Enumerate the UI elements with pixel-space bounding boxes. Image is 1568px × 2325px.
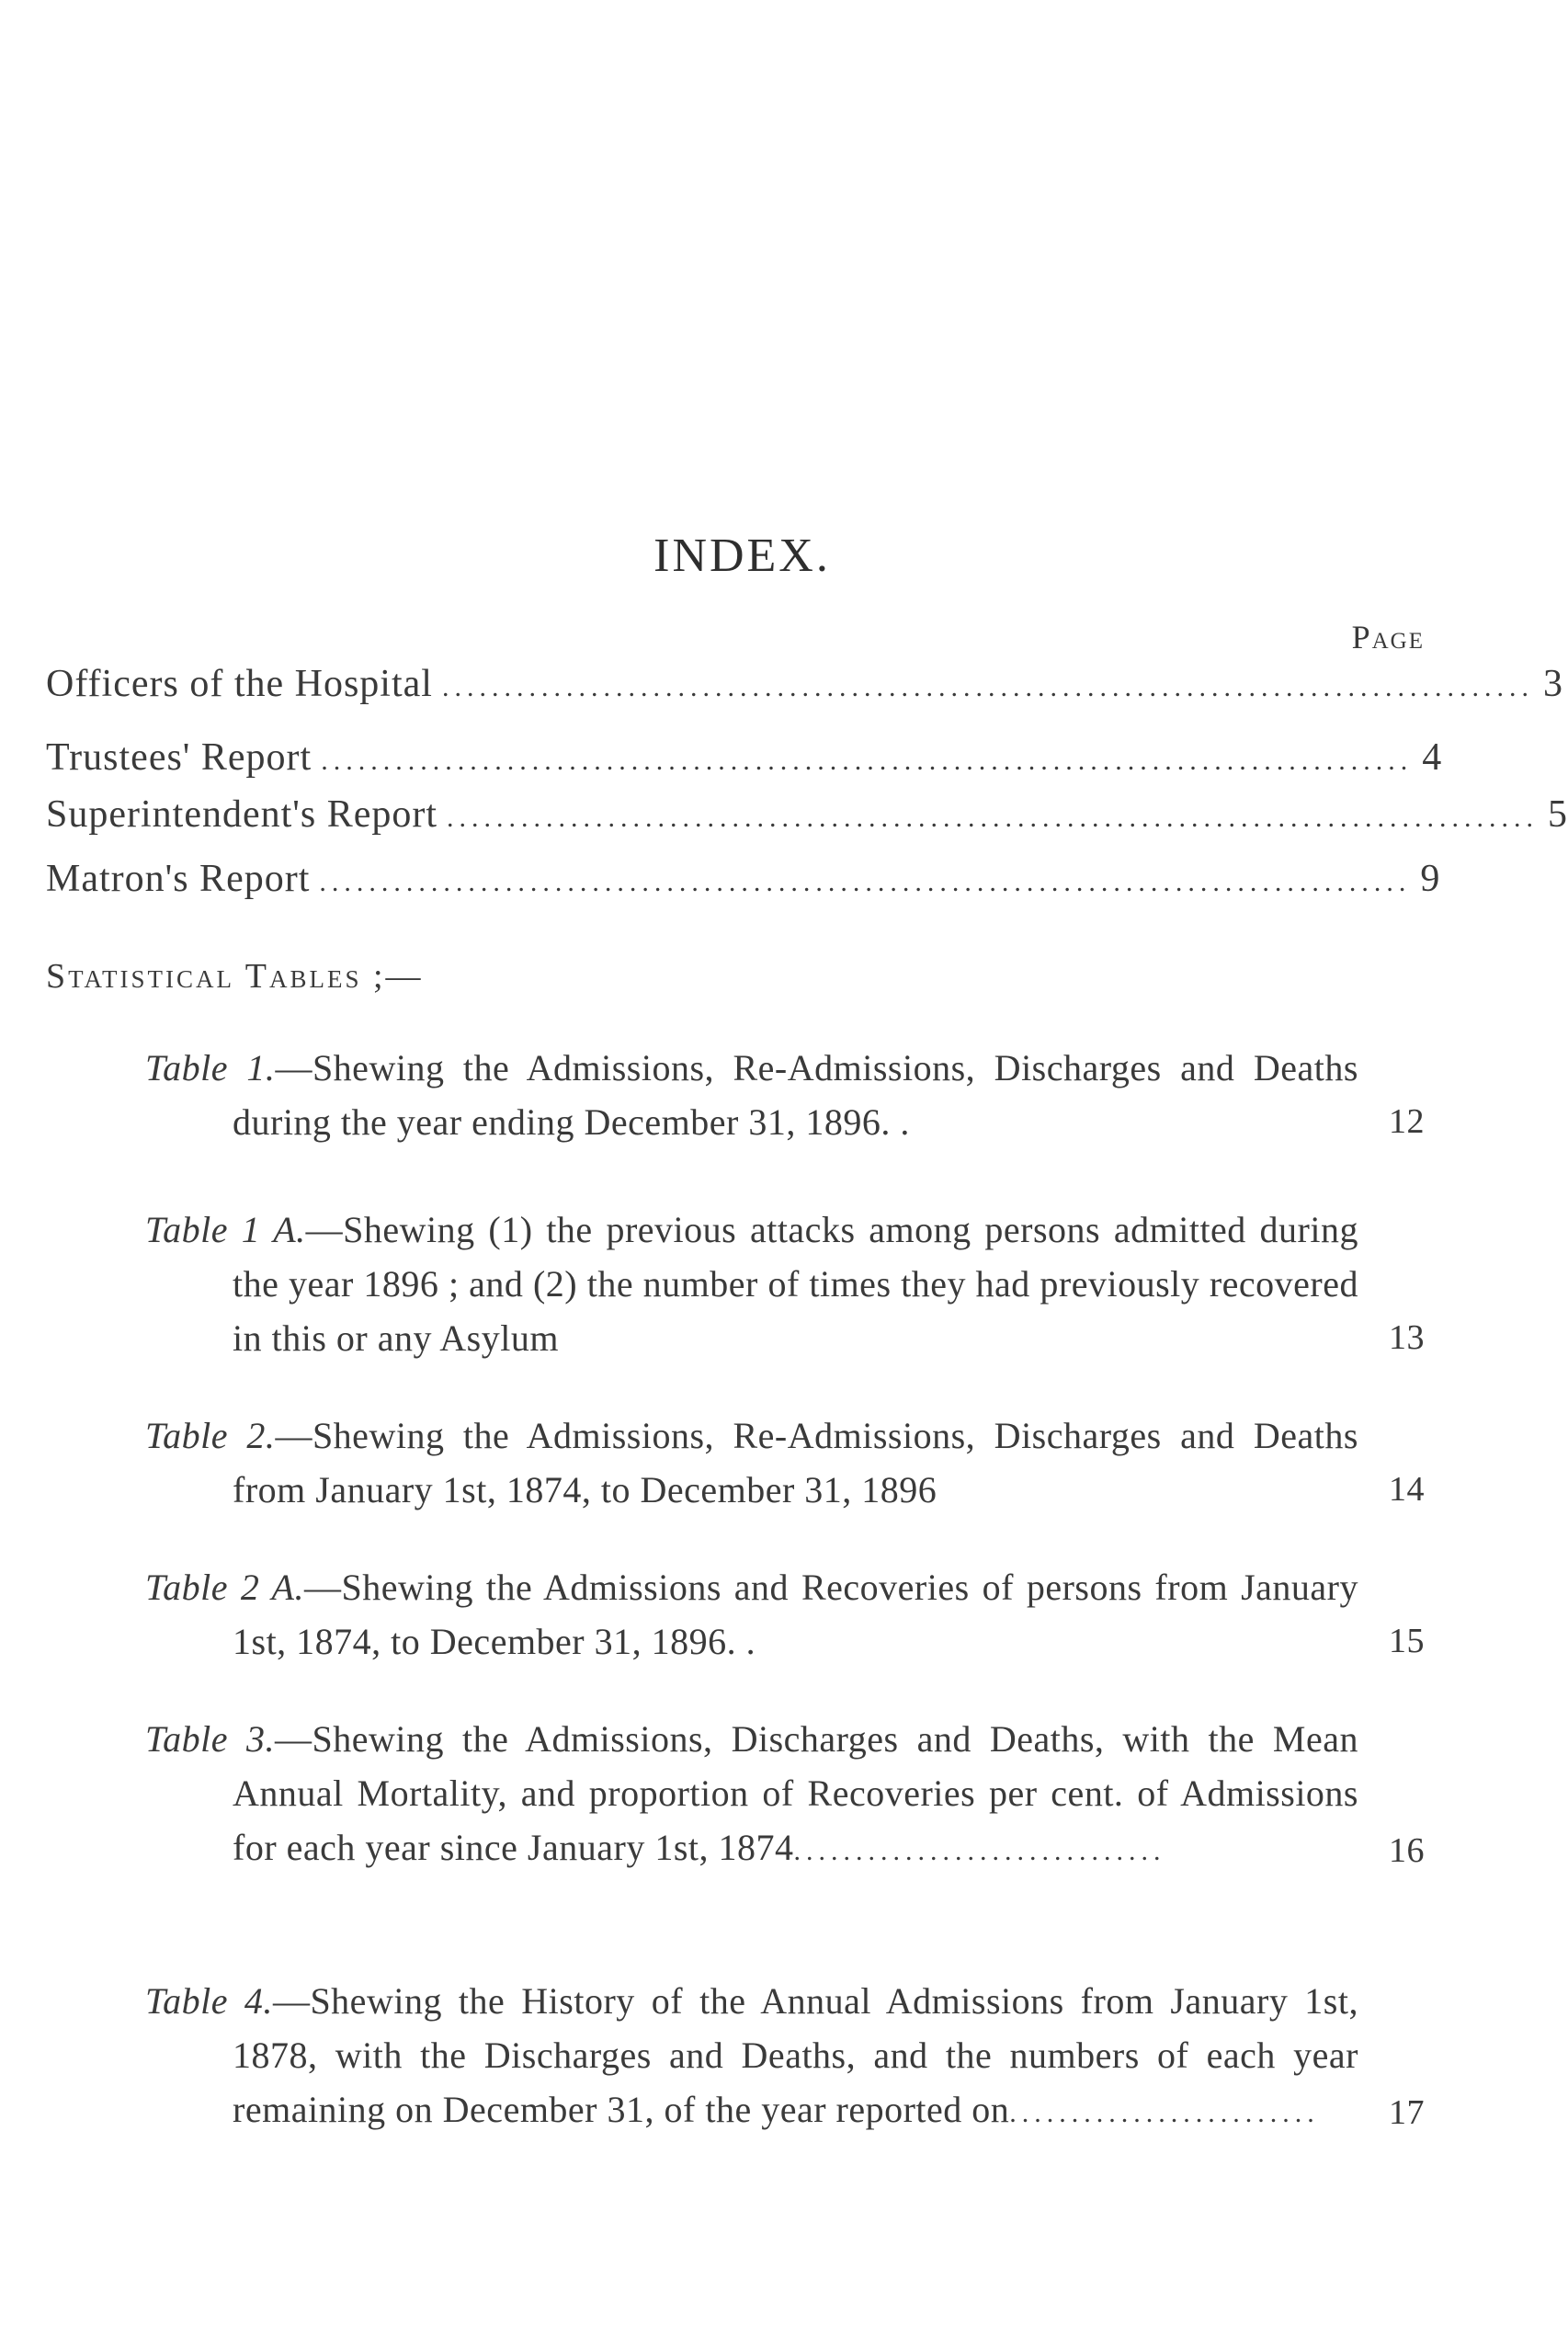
table-page: 17 bbox=[1389, 2093, 1425, 2132]
index-entry bbox=[46, 792, 1568, 844]
table-name: Table 2 A. bbox=[145, 1567, 304, 1608]
entry-label: Superintendent's Report bbox=[46, 793, 437, 836]
table-entry bbox=[145, 1560, 1425, 1669]
table-name: Table 4. bbox=[145, 1980, 273, 2022]
table-description: —Shewing the Admissions, Re-Admissions, Discharges and Deaths during the year ending December 31, 1896. . bbox=[233, 1047, 1358, 1143]
dot-leader: .............................. bbox=[793, 1836, 1166, 1866]
table-name: Table 3. bbox=[145, 1718, 275, 1760]
table-entry bbox=[145, 1712, 1425, 1878]
entry-page: 5 bbox=[1548, 793, 1568, 836]
table-name: Table 2. bbox=[145, 1415, 276, 1456]
table-entry bbox=[145, 1408, 1425, 1517]
table-description: —Shewing the Admissions and Recoveries of persons from January 1st, 1874, to December 31, 1896. . bbox=[233, 1567, 1358, 1662]
index-entry bbox=[46, 735, 1443, 787]
index-entry bbox=[46, 662, 1563, 713]
index-title: INDEX. bbox=[653, 530, 831, 582]
dot-leader: ........................................................................................ bbox=[319, 867, 1412, 897]
table-description: —Shewing (1) the previous attacks among persons admitted during the year 1896 ; and (2) the number of times they had previously recovered in this or any Asylum bbox=[233, 1209, 1358, 1359]
section-heading: Statistical Tables ;— bbox=[46, 957, 424, 996]
table-entry bbox=[145, 1041, 1425, 1149]
table-description: —Shewing the Admissions, Re-Admissions, Discharges and Deaths from January 1st, 1874, to December 31, 1896 bbox=[233, 1415, 1358, 1510]
entry-label: Officers of the Hospital bbox=[46, 663, 433, 705]
table-page: 15 bbox=[1389, 1622, 1425, 1660]
dot-leader: ........................................................................................ bbox=[441, 672, 1534, 702]
dot-leader: ........................................................................................ bbox=[447, 803, 1539, 833]
table-description: —Shewing the Admissions, Discharges and Deaths, with the Mean Annual Mortality, and proportion of Recoveries per cent. of Admissions for each year since January 1st, 1874 bbox=[233, 1718, 1358, 1868]
page-column-header: Page bbox=[1351, 619, 1425, 655]
dot-leader: ........................................................................................ bbox=[321, 746, 1414, 776]
table-description: —Shewing the History of the Annual Admissions from January 1st, 1878, with the Discharges and Deaths, and the numbers of each year remaining on December 31, of the year reported on bbox=[233, 1980, 1358, 2130]
table-entry bbox=[145, 1202, 1425, 1365]
entry-page: 9 bbox=[1420, 858, 1441, 900]
index-entry bbox=[46, 857, 1441, 908]
table-entry bbox=[145, 1974, 1425, 2140]
dot-leader: ......................... bbox=[1009, 2098, 1320, 2128]
table-page: 14 bbox=[1389, 1470, 1425, 1509]
entry-page: 4 bbox=[1422, 736, 1443, 779]
table-page: 13 bbox=[1389, 1318, 1425, 1357]
table-page: 12 bbox=[1389, 1102, 1425, 1141]
table-name: Table 1 A. bbox=[145, 1209, 306, 1250]
table-name: Table 1. bbox=[145, 1047, 276, 1088]
entry-label: Matron's Report bbox=[46, 858, 311, 900]
entry-label: Trustees' Report bbox=[46, 736, 312, 779]
entry-page: 3 bbox=[1542, 663, 1563, 705]
table-page: 16 bbox=[1389, 1831, 1425, 1870]
